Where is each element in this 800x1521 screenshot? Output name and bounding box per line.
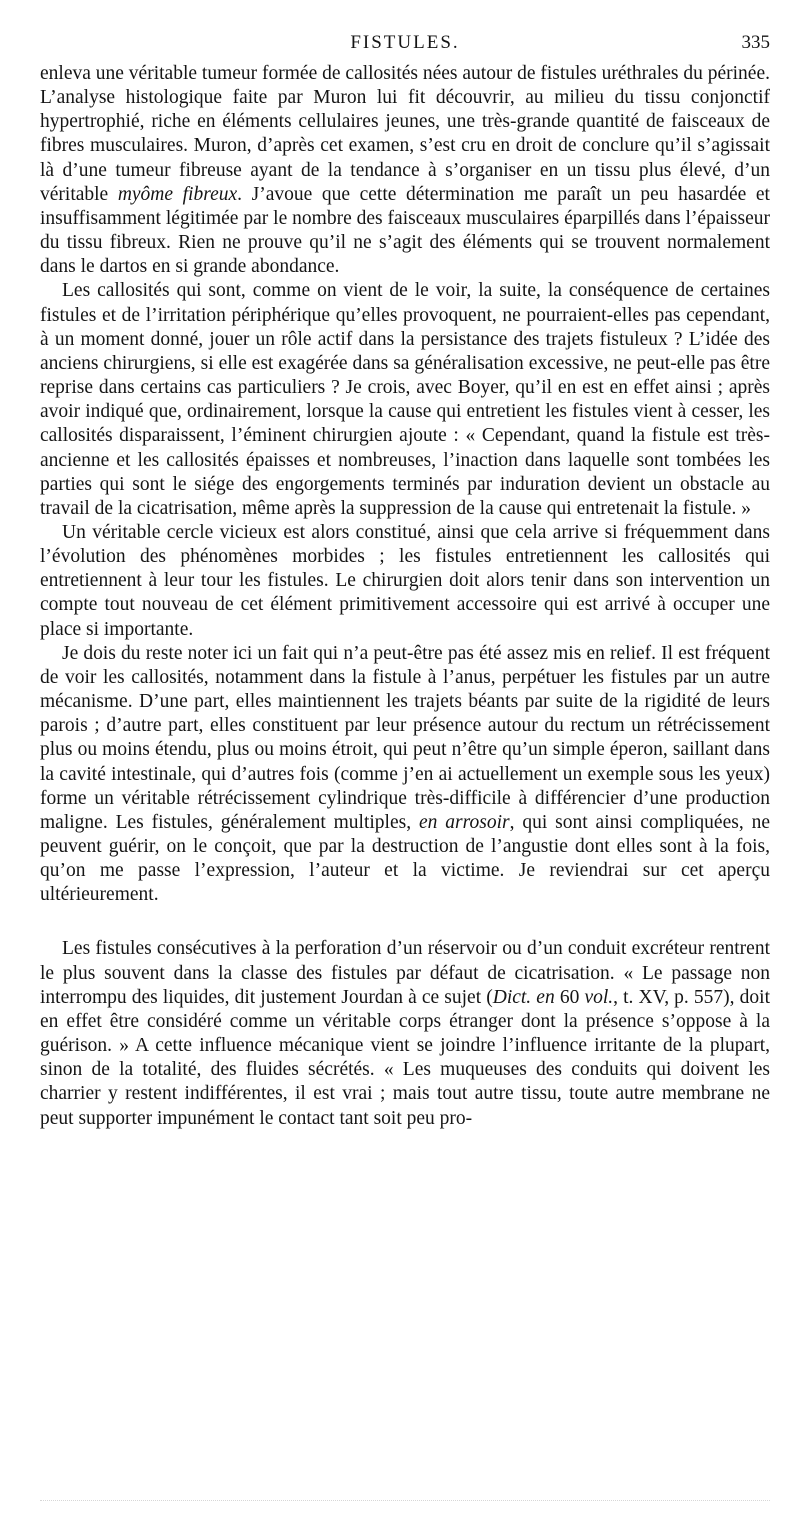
italic-text: Dict. en: [492, 986, 555, 1008]
italic-text: myôme fibreux: [117, 183, 238, 205]
paragraph: [40, 937, 770, 1130]
text-run: Je dois du reste noter ici un fait qui n’a peut-être pas été assez mis en relief. Il est fréquent de voir les callosités, notamment dans la fistule à l’anus, perpétuer les fistules par un autre mécanisme. D’une part, elles maintiennent les trajets béants par suite de la rigidité de leurs parois ; d’autre part, elles constituent par leur présence autour du rectum un rétrécissement plus ou moins étendu, plus ou moins étroit, qui peut n’être qu’un simple éperon, saillant dans la cavité intestinale, qui d’autres fois (comme j’en ai actuellement un exemple sous les yeux) forme un véritable rétrécissement cylindrique très-difficile à différencier d’une production maligne. Les fistules, généralement multiples,: [40, 642, 770, 833]
text-run: . J’avoue que cette détermination me paraît un peu hasardée et insuffisamment légitimée par le nombre des faisceaux musculaires éparpillés dans l’épaisseur du tissu fibreux. Rien ne prouve qu’il ne s’agit des éléments qui se trouvent normalement dans le dartos en si grande abondance.: [40, 183, 770, 278]
italic-text: vol.: [584, 986, 614, 1008]
page-number: 335: [741, 32, 770, 53]
section-gap: [40, 907, 770, 937]
paragraph: [40, 521, 770, 642]
text-run: enleva une véritable tumeur formée de callosités nées autour de fistules uréthrales du périnée. L’analyse histologique faite par Muron lui fit découvrir, au milieu du tissu conjonctif hypertrophié, riche en éléments cellulaires jeunes, une très-grande quantité de faisceaux de fibres musculaires. Muron, d’après cet examen, s’est cru en droit de conclure qu’il s’agissait là d’une tumeur fibreuse ayant de la tendance à s’organiser en un tissu plus élevé, d’un véritable: [40, 63, 770, 205]
page-header-title: FISTULES.: [350, 32, 460, 53]
paragraph: [40, 279, 770, 521]
italic-text: en arrosoir: [418, 811, 510, 833]
text-run: Les callosités qui sont, comme on vient de le voir, la suite, la conséquence de certaines fistules et de l’irritation périphérique qu’elles provoquent, ne pourraient-elles pas cependant, à un moment donné, jouer un rôle actif dans la persistance des trajets fistuleux ? L’idée des anciens chirurgiens, si elle est exagérée dans sa généralisation excessive, ne peut-elle pas être reprise dans certains cas particuliers ? Je crois, avec Boyer, qu’il en est en effet ainsi ; après avoir indiqué que, ordinairement, lorsque la cause qui entretient les fistules vient à cesser, les callosités disparaissent, l’éminent chirurgien ajoute : « Cependant, quand la fistule est très-ancienne et les callosités épaisses et nombreuses, l’inaction dans laquelle sont tombées les parties qui sont le siége des engorgements terminés par induration devient un obstacle au travail de la cicatrisation, même après la suppression de la cause qui entretenait la fistule. »: [40, 280, 770, 519]
text-run: , qui sont ainsi compliquées, ne peuvent guérir, on le conçoit, que par la destruction de l’angustie dont elles sont à la fois, qu’on me passe l’expression, l’auteur et la victime. Je reviendrai sur cet aperçu ultérieurement.: [40, 811, 770, 906]
text-run: Les fistules consécutives à la perforation d’un réservoir ou d’un conduit excréteur rentrent le plus souvent dans la classe des fistules par défaut de cicatrisation. « Le passage non interrompu des liquides, dit justement Jourdan à ce sujet (: [40, 938, 770, 1008]
bottom-print-marks: [40, 1500, 770, 1507]
paragraph: [40, 62, 770, 279]
text-run: 60: [554, 986, 585, 1008]
text-run: , t. XV, p. 557), doit en effet être considéré comme un véritable corps étranger dont la présence s’oppose à la guérison. » A cette influence mécanique vient se joindre l’influence irritante de la plupart, sinon de la totalité, des fluides sécrétés. « Les muqueuses des conduits qui doivent les charrier y restent indifférentes, il est vrai ; mais tout autre tissu, toute autre membrane ne peut supporter impunément le contact tant soit peu pro-: [40, 986, 770, 1129]
text-run: Un véritable cercle vicieux est alors constitué, ainsi que cela arrive si fréquemment dans l’évolution des phénomènes morbides ; les fistules entretiennent les callosités qui entretiennent à leur tour les fistules. Le chirurgien doit alors tenir dans son intervention un compte tout nouveau de cet élément primitivement accessoire qui est arrivé à occuper une place si importante.: [40, 521, 770, 640]
running-head: [40, 30, 770, 56]
paragraph: [40, 642, 770, 908]
body-text: [40, 62, 770, 1131]
